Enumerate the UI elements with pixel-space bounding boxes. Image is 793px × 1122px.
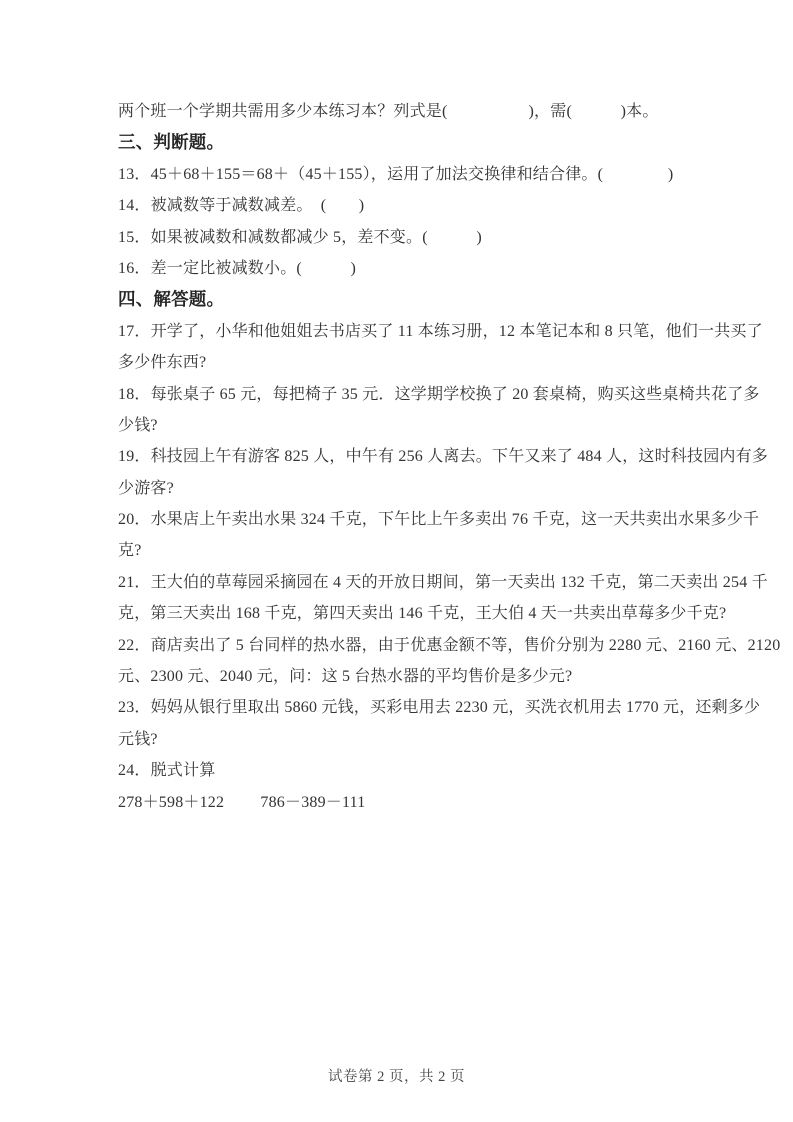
question-22-line-2: 元、2300 元、2040 元，问：这 5 台热水器的平均售价是多少元?: [118, 668, 573, 686]
question-19-line-2: 少游客?: [118, 479, 174, 497]
section-heading-judgment: 三、判断题。: [118, 132, 225, 153]
question-24-expressions: [118, 787, 678, 818]
question-21-line-1: 21．王大伯的草莓园采摘园在 4 天的开放日期间，第一天卖出 132 千克，第二天卖出 254 千: [118, 573, 768, 591]
question-19-line-1: 19．科技园上午有游客 825 人，中午有 256 人离去。下午又来了 484 人，这时科技园内有多: [118, 448, 769, 466]
section-heading-solve: 四、解答题。: [118, 289, 225, 310]
question-17-line-1: 17．开学了，小华和他姐姐去书店买了 11 本练习册，12 本笔记本和 8 只笔，他们一共买了: [118, 322, 763, 340]
question-13: 13．45＋68＋155＝68＋（45＋155），运用了加法交换律和结合律。( ): [118, 165, 674, 183]
question-23-line-2: 元钱?: [118, 730, 158, 748]
question-15: 15．如果被减数和减数都减少 5，差不变。( ): [118, 228, 482, 246]
question-23-line-1: 23．妈妈从银行里取出 5860 元钱，买彩电用去 2230 元，买洗衣机用去 1770 元，还剩多少: [118, 699, 761, 717]
question-22-line-1: 22．商店卖出了 5 台同样的热水器，由于优惠金额不等，售价分别为 2280 元、2160 元、2120: [118, 636, 781, 654]
question-20-line-2: 克?: [118, 542, 142, 560]
expression-addition: 278＋598＋122: [118, 793, 225, 811]
question-14: 14．被减数等于减数减差。 ( ): [118, 197, 365, 215]
question-12-continuation: 两个班一个学期共需用多少本练习本？列式是( )，需( )本。: [118, 103, 659, 120]
question-18-line-2: 少钱?: [118, 416, 158, 434]
exam-content: [118, 96, 781, 818]
page-number-footer: 试卷第 2 页，共 2 页: [328, 1069, 465, 1085]
question-21-line-2: 克，第三天卖出 168 千克，第四天卖出 146 千克，王大伯 4 天一共卖出草莓多少千克?: [118, 605, 727, 623]
question-17-line-2: 多少件东西?: [118, 354, 207, 372]
question-16: 16．差一定比被减数小。( ): [118, 259, 357, 277]
question-18-line-1: 18．每张桌子 65 元，每把椅子 35 元．这学期学校换了 20 套桌椅，购买这些桌椅共花了多: [118, 385, 760, 403]
question-24-title: 24．脱式计算: [118, 762, 216, 780]
question-20-line-1: 20．水果店上午卖出水果 324 千克，下午比上午多卖出 76 千克，这一天共卖出水果多少千: [118, 511, 760, 529]
expression-subtraction: 786－389－111: [260, 793, 366, 811]
